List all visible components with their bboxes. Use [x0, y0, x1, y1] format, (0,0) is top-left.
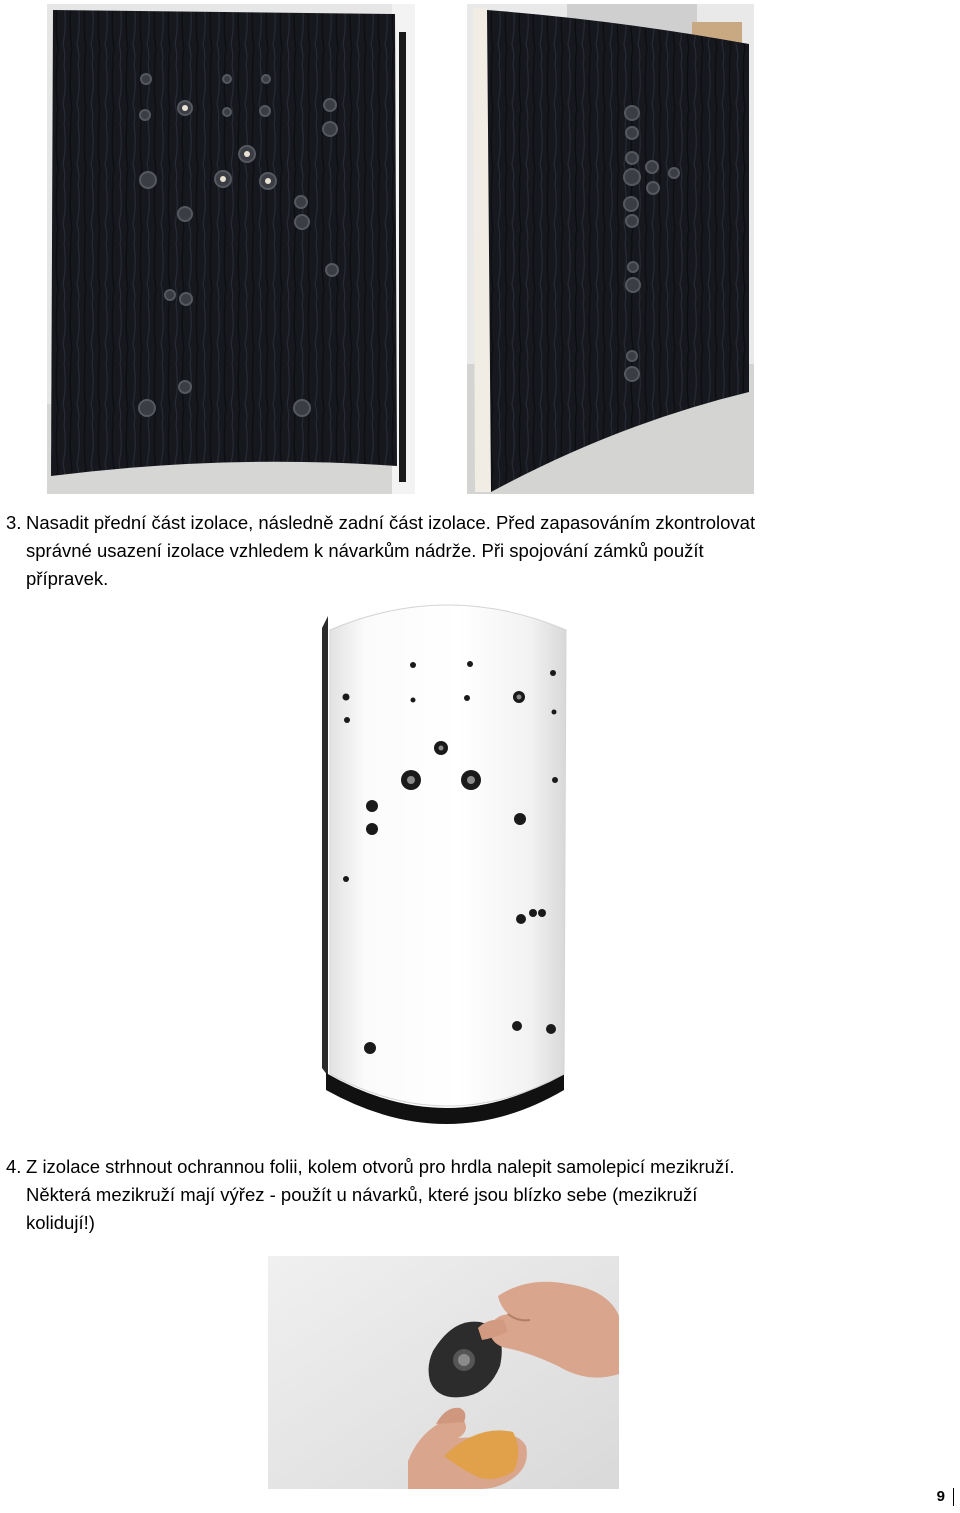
adhesive-ring-image [268, 1256, 619, 1489]
step-4-line-1: Z izolace strhnout ochrannou folii, kolem otvorů pro hrdla nalepit samolepicí mezikruží. [26, 1156, 735, 1177]
step-4-line-2: Některá mezikruží mají výřez - použít u návarků, které jsou blízko sebe (mezikruží [26, 1184, 698, 1205]
step-3-line-3: přípravek. [26, 568, 109, 589]
felt-panel-front-image [47, 4, 415, 494]
photo-applying-adhesive-ring [268, 1256, 619, 1489]
step-4-line-3: kolidují!) [26, 1212, 95, 1233]
page-number: 9 [937, 1488, 954, 1506]
step-3-number: 3. [6, 512, 22, 533]
tank-jacket-image [318, 598, 573, 1133]
step-3-paragraph [6, 509, 946, 593]
step-3-line-1: Nasadit přední část izolace, následně zadní část izolace. Před zapasováním zkontrolovat [26, 512, 756, 533]
photo-back-insulation-panel [467, 4, 754, 494]
step-4-number: 4. [6, 1156, 22, 1177]
felt-panel-back-image [467, 4, 754, 494]
photo-front-insulation-panel [47, 4, 415, 494]
step-3-line-2: správné usazení izolace vzhledem k návarkům nádrže. Při spojování zámků použít [26, 540, 704, 561]
step-4-paragraph [6, 1153, 946, 1237]
photo-white-tank-jacket [318, 598, 573, 1133]
